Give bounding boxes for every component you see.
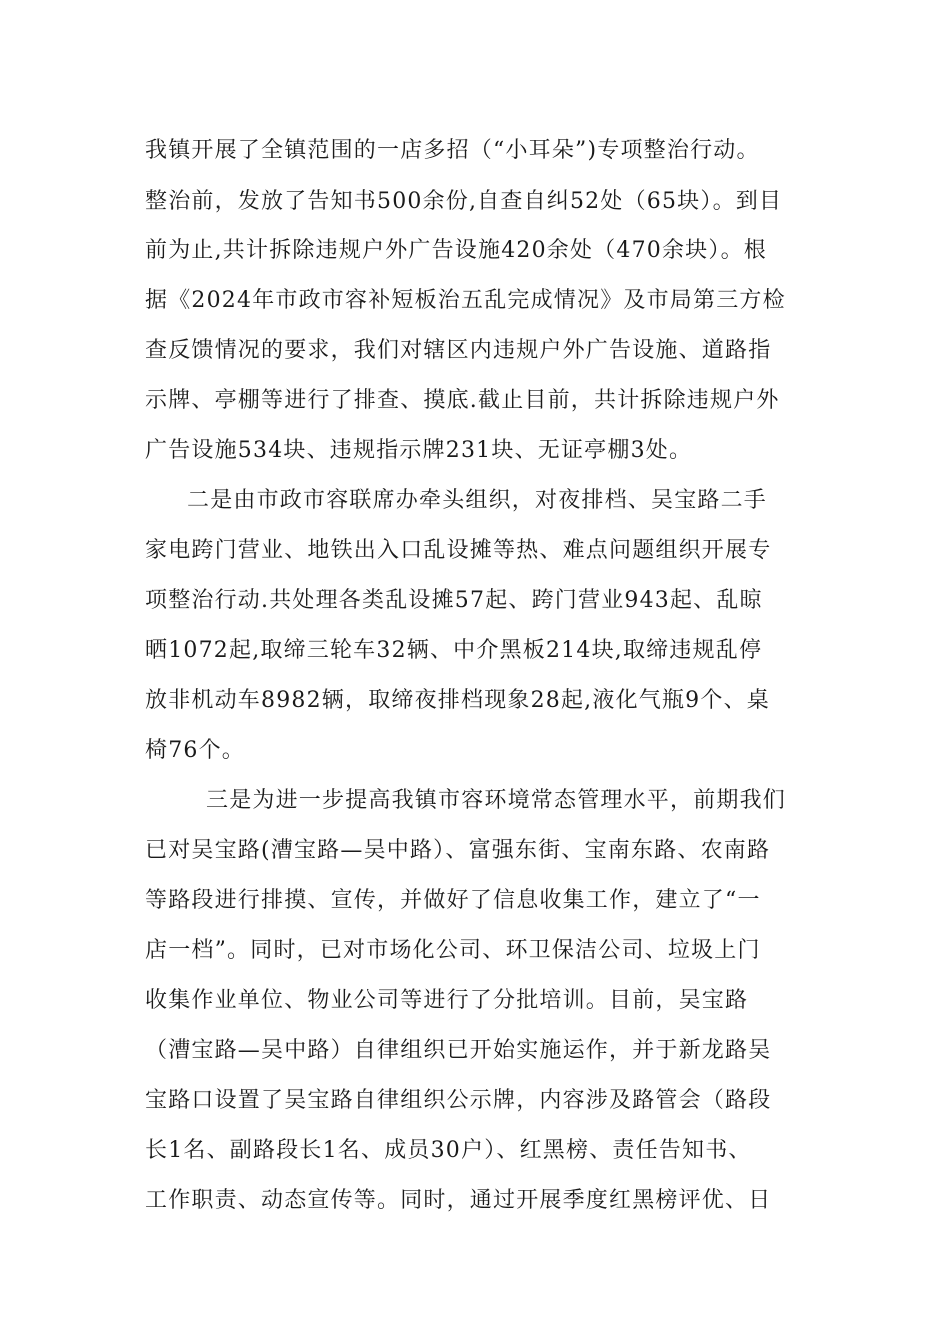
text-line: 家电跨门营业、地铁出入口乱设摊等热、难点问题组织开展专 <box>145 538 772 563</box>
text-line: （漕宝路—吴中路）自律组织已开始实施运作，并于新龙路吴 <box>145 1038 772 1063</box>
paragraph-start-line: 三是为进一步提高我镇市容环境常态管理水平，前期我们 <box>206 788 787 813</box>
text-line: 椅76个。 <box>145 738 245 763</box>
text-line: 宝路口设置了吴宝路自律组织公示牌，内容涉及路管会（路段 <box>145 1088 772 1113</box>
text-line: 已对吴宝路(漕宝路—吴中路）、富强东街、宝南东路、农南路 <box>145 838 771 863</box>
text-line: 店一档”。同时，已对市场化公司、环卫保洁公司、垃圾上门 <box>145 938 761 963</box>
text-line: 据《2024年市政市容补短板治五乱完成情况》及市局第三方检 <box>145 288 786 313</box>
text-line: 等路段进行排摸、宣传，并做好了信息收集工作，建立了“一 <box>145 888 761 913</box>
text-line: 整治前，发放了告知书500余份,自查自纠52处（65块）。到目 <box>145 189 783 214</box>
text-line: 前为止,共计拆除违规户外广告设施420余处（470余块）。根 <box>145 238 767 263</box>
text-line: 收集作业单位、物业公司等进行了分批培训。目前，吴宝路 <box>145 988 749 1013</box>
text-line: 查反馈情况的要求，我们对辖区内违规户外广告设施、道路指 <box>145 338 772 363</box>
text-line: 长1名、副路段长1名、成员30户）、红黑榜、责任告知书、 <box>145 1138 752 1163</box>
text-line: 晒1072起,取缔三轮车32辆、中介黑板214块,取缔违规乱停 <box>145 638 763 663</box>
text-line: 我镇开展了全镇范围的一店多招（“小耳朵”)专项整治行动。 <box>145 138 760 163</box>
text-line: 放非机动车8982辆，取缔夜排档现象28起,液化气瓶9个、桌 <box>145 688 770 713</box>
text-line: 示牌、亭棚等进行了排查、摸底.截止目前，共计拆除违规户外 <box>145 388 780 413</box>
text-line: 广告设施534块、违规指示牌231块、无证亭棚3处。 <box>145 438 693 463</box>
text-line: 项整治行动.共处理各类乱设摊57起、跨门营业943起、乱晾 <box>145 588 763 613</box>
text-line: 工作职责、动态宣传等。同时，通过开展季度红黑榜评优、日 <box>145 1188 772 1213</box>
paragraph-start-line: 二是由市政市容联席办牵头组织，对夜排档、吴宝路二手 <box>187 488 768 513</box>
